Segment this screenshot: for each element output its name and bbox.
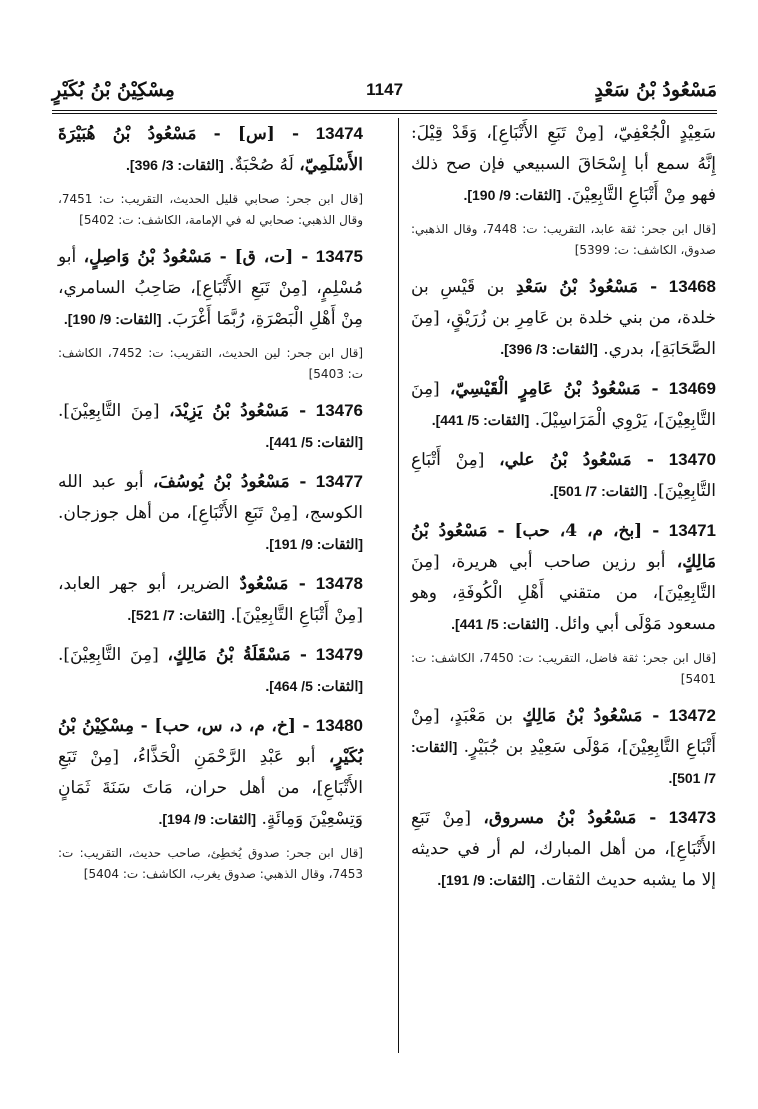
entry-text: بن مَعْبَدٍ، [مِنْ أَتْبَاعِ التَّابِعِيْنَ]، مَوْلَى سَعِيْدِ بن جُبَيْرٍ. [411, 706, 716, 757]
entry-text: [مِنَ التَّابِعِيْنَ]. [58, 645, 159, 665]
entry-footnote: [قال ابن جحر: ثقة فاضل، التقريب: ت: 7450، الكاشف: ت: 5401] [411, 651, 716, 686]
entry [58, 710, 363, 835]
entry-name: - مَسْعُودُ بْنُ عَامِرٍ الْقَيْسِيّ، [449, 379, 659, 399]
entry-text: أبو رزين صاحب أبي هريرة، [مِنَ التَّابِعِيْنَ]، من متقني أَهْلِ الْكُوفَةِ، وهو مسعود مَوْلَى أبي وائل. [411, 552, 716, 634]
entry-name: - [خ، م، د، س، حب] - مِسْكِيْنُ بْنُ بُكَيْرٍ، [58, 716, 364, 767]
entry-number: 13480 [315, 716, 364, 735]
entry [411, 802, 716, 896]
entry-number: 13471 [668, 521, 717, 540]
entry-number: 13470 [668, 450, 716, 469]
entry-text: [مِنَ التَّابِعِيْنَ]، يَرْوِي الْمَرَاسِيْلَ. [411, 379, 716, 430]
entry [411, 444, 716, 507]
entry [411, 373, 716, 436]
entry-reference: [الثقات: 7/ 521]. [127, 607, 225, 623]
entry-number: 13468 [668, 277, 717, 296]
entry-footnote: [قال ابن جحر: صدوق يُخطِئ، صاحب حديث، التقريب: ت: 7453، وقال الذهبي: صدوق يغرب، الكاشف: ت: 5404] [58, 846, 363, 881]
entry-name: - [بخ، م، 4، حب] - مَسْعُودُ بْنُ مَالِكٍ، [411, 521, 717, 572]
header-right-title: مَسْعُودُ بْنُ سَعْدٍ [594, 79, 717, 101]
page-number: 1147 [366, 80, 404, 99]
entry-reference: [الثقات: 9/ 191]. [437, 872, 536, 888]
entry-footnote: [قال ابن جحر: ثقة عابد، التقريب: ت: 7448، وقال الذهبي: صدوق، الكاشف: ت: 5399] [411, 222, 716, 257]
header-rule-thin [52, 113, 717, 114]
entry-footnote: [قال ابن جحر: صحابي قليل الحديث، التقريب: ت: 7451، وقال الذهبي: صحابي له في الإمامة، الكاشف: ت: 5402] [58, 192, 363, 227]
entry-name: - مَسْعُودُ بْنُ سَعْدِ [515, 277, 658, 297]
entry-reference: [الثقات: 3/ 396]. [500, 341, 598, 357]
entry-number: 13479 [315, 645, 364, 664]
entry-name: - مَسْعُودُ بْنُ مَالِكٍ [522, 706, 660, 726]
entry-reference: [الثقات: 9/ 194]. [158, 811, 257, 827]
entry-reference: [الثقات: 7/ 501]. [411, 739, 716, 786]
entry-number: 13477 [315, 472, 364, 491]
entry-text: [مِنْ تَبَعِ الأَتْبَاعِ]، من أهل المبارك، لم أر في حديثه إلا ما يشبه حديث الثقات. [411, 808, 716, 890]
entry [58, 118, 363, 181]
entry-reference: [الثقات: 5/ 441]. [265, 434, 363, 450]
entry-reference: [الثقات: 5/ 464]. [265, 678, 363, 694]
entry-reference: [الثقات: 9/ 190]. [63, 311, 162, 327]
entry-number: 13473 [668, 808, 716, 827]
entry [411, 700, 716, 794]
entry-text: [مِنْ أَتْبَاعِ التَّابِعِيْنَ]. [411, 450, 716, 501]
entry-reference: [الثقات: 3/ 396]. [126, 157, 224, 173]
entry-name: - مَسْعُودٌ [239, 574, 306, 594]
entry-text: بن قَيْسِ بن خلدة، من بني خلدة بن عَامِرِ بن زُرَيْقٍ، [مِنَ الصَّحَابَةِ]، بدري. [411, 277, 716, 359]
entry [58, 639, 363, 702]
header-rule [52, 110, 717, 111]
entry-number: 13474 [315, 124, 363, 143]
entry-name: - مَسْعُودُ بْنُ يَزِيْدَ، [169, 401, 307, 421]
header-left-title: مِسْكِيْنُ بْنُ بُكَيْرٍ [52, 79, 175, 101]
entry-text: أبو عَبْدِ الرَّحْمَنِ الْحَذَّاءُ، [مِنْ تَبَعِ الأَتْبَاعِ]، من أهل حران، مَاتَ سَنَةَ ثَمَانٍ وَتِسْعِيْنَ وَمِائَةٍ. [58, 747, 363, 829]
entry-number: 13476 [315, 401, 364, 420]
entry-number: 13472 [668, 706, 716, 725]
entry [58, 241, 363, 335]
entry-reference: [الثقات: 7/ 501]. [549, 483, 648, 499]
entry-reference: [الثقات: 9/ 191]. [265, 536, 363, 552]
entry-number: 13478 [315, 574, 363, 593]
entry-text: [مِنَ التَّابِعِيْنَ]. [58, 401, 160, 421]
entry [58, 466, 363, 560]
entry-name: - مَسْقَلَةُ بْنُ مَالِكٍ، [167, 645, 307, 665]
entry-text: الضرير، أبو جهر العابد، [مِنْ أَتْبَاعِ التَّابِعِيْنَ]. [58, 574, 363, 625]
entry-name: - [س] - مَسْعُودُ بْنُ هُبَيْرَةَ الأَسْلَمِيّ، [58, 124, 363, 175]
entry-text: أبو مُسْلِمٍ، [مِنْ تَبَعِ الأَتْبَاعِ]، صَاحِبُ السامري، مِنْ أَهْلِ الْبَصْرَةِ، رُبَّمَا أَغْرَبَ. [58, 247, 363, 329]
entry-text: لَهُ صُحْبَةٌ. [229, 155, 294, 175]
entry-reference: [الثقات: 5/ 441]. [451, 616, 549, 632]
entry [411, 271, 716, 365]
entry-name: - [ت، ق] - مَسْعُودُ بْنُ وَاصِلٍ، [83, 247, 309, 267]
entry-reference: [الثقات: 9/ 190]. [463, 187, 562, 203]
entry-name: - مَسْعُودُ بْنُ يُوسُفَ، [152, 472, 307, 492]
entry-text: أبو عبد الله الكوسج، [مِنْ تَبَعِ الأَتْبَاعِ]، من أهل جوزجان. [58, 472, 363, 523]
entry-name: - مَسْعُودُ بْنُ علي، [499, 450, 654, 470]
entry-number: 13475 [315, 247, 364, 266]
entry-number: 13469 [668, 379, 717, 398]
entry [411, 118, 716, 211]
left-column [58, 118, 363, 895]
page-header [52, 70, 717, 110]
entry [58, 568, 363, 631]
entry-text: سَعِيْدٍ الْجُعْفِيّ، [مِنْ تَبَعِ الأَتْبَاعِ]، وَقَدْ قِيْلَ: إِنَّهُ سمع أبا إِسْحَاقَ السبيعي فإن صح ذلك فهو مِنْ أَتْبَاعِ التَّابِعِيْنَ. [411, 123, 716, 205]
right-column [411, 118, 716, 904]
entry [58, 395, 363, 458]
entry-name: - مَسْعُودُ بْنُ مسروق، [483, 808, 657, 828]
entry [411, 515, 716, 640]
column-divider [398, 118, 399, 1053]
entry-footnote: [قال ابن جحر: لين الحديث، التقريب: ت: 7452، الكاشف: ت: 5403] [58, 346, 363, 381]
entry-reference: [الثقات: 5/ 441]. [431, 412, 530, 428]
